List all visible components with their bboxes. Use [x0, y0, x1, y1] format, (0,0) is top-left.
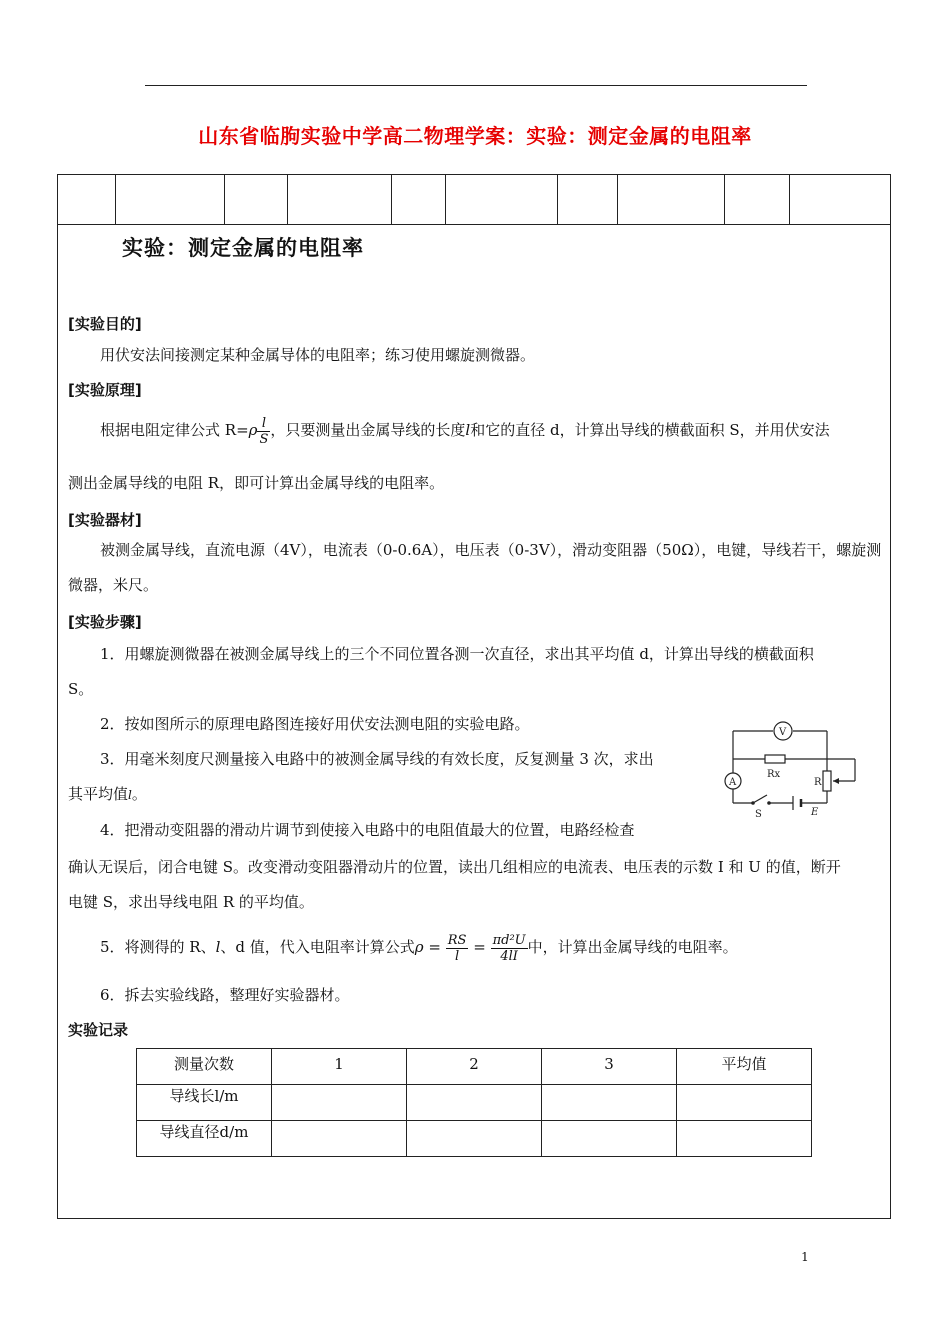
header-grid-divider — [557, 174, 558, 225]
rheostat-slider-icon — [833, 778, 839, 784]
rho-symbol: ρ — [248, 421, 258, 439]
step5-equals: = — [428, 938, 441, 956]
switch-label: S — [755, 809, 762, 820]
step1-line1: 1．用螺旋测微器在被测金属导线上的三个不同位置各测一次直径，求出其平均值 d，计算出导线的横截面积 — [100, 645, 814, 663]
table-row — [137, 1121, 812, 1157]
header-grid-divider — [617, 174, 618, 225]
resistor-rx-icon — [765, 755, 785, 763]
step3-length-symbol: l — [128, 788, 132, 802]
step5: 5．将测得的 R、l、d 值，代入电阻率计算公式ρ = $\frac{RS}{l}$ = $\frac{\text{πd²U}}{4lI}$ 中，计算出金属导线的电阻率。 — [100, 932, 738, 964]
steps-heading: [实验步骤] — [68, 613, 142, 631]
page-number: 1 — [801, 1250, 809, 1264]
step3-text-a: 其平均值 — [68, 785, 129, 803]
table-cell — [407, 1121, 542, 1157]
step5-fraction-1 — [446, 933, 469, 964]
fraction-numerator: πd²U — [492, 932, 526, 948]
header-grid-divider — [391, 174, 392, 225]
purpose-text: 用伏安法间接测定某种金属导体的电阻率；练习使用螺旋测微器。 — [100, 346, 536, 364]
step3-line1: 3．用毫米刻度尺测量接入电路中的被测金属导线的有效长度，反复测量 3 次，求出 — [100, 750, 654, 768]
header-grid — [57, 174, 891, 225]
step5-fraction-2 — [491, 933, 528, 964]
fraction-denominator: 4lI — [500, 948, 518, 964]
principle-line2: 测出金属导线的电阻 R，即可计算出金属导线的电阻率。 — [68, 474, 445, 492]
fraction-denominator: l — [455, 948, 460, 964]
equipment-line1: 被测金属导线，直流电源（4V），电流表（0-0.6A），电压表（0-3V），滑动变阻器（50Ω），电键，导线若干，螺旋测 — [100, 541, 882, 559]
step5-rho: ρ — [414, 938, 424, 956]
principle-text-a: 根据电阻定律公式 R= — [100, 421, 249, 439]
battery-label: E — [811, 807, 819, 818]
step3-line2 — [68, 778, 147, 812]
resistor-label: Rx — [767, 769, 781, 780]
table-row — [137, 1085, 812, 1121]
length-symbol: l — [465, 421, 471, 439]
row-label-length: 导线长l/m — [137, 1085, 272, 1121]
step5-text-c: 中，计算出金属导线的电阻率。 — [527, 938, 738, 956]
table-cell — [542, 1121, 677, 1157]
switch-contact-icon — [751, 801, 755, 805]
row-label-diameter: 导线直径d/m — [137, 1121, 272, 1157]
fraction-denominator: S — [259, 431, 269, 447]
step1-line2: S。 — [68, 680, 94, 698]
header-grid-divider — [287, 174, 288, 225]
fraction-numerator: RS — [447, 932, 467, 948]
document-title: 山东省临朐实验中学高二物理学案：实验：测定金属的电阻率 — [198, 124, 752, 148]
equipment-line2: 微器，米尺。 — [68, 576, 159, 594]
table-header-cell: 3 — [542, 1049, 677, 1085]
rheostat-label: R — [814, 777, 822, 788]
step5-length-symbol: l — [215, 938, 221, 956]
step5-text-a: 5．将测得的 R、 — [100, 938, 216, 956]
record-heading: 实验记录 — [68, 1021, 129, 1039]
header-grid-divider — [789, 174, 790, 225]
table-header-cell: 测量次数 — [137, 1049, 272, 1085]
rheostat-icon — [823, 771, 831, 791]
fraction-numerator: l — [257, 416, 270, 432]
header-grid-divider — [115, 174, 116, 225]
switch-contact-icon — [767, 801, 771, 805]
step3-text-b: 。 — [131, 785, 147, 803]
table-cell — [677, 1085, 812, 1121]
table-cell — [407, 1085, 542, 1121]
voltmeter-label: V — [779, 727, 787, 738]
switch-icon — [753, 795, 767, 803]
table-cell — [272, 1121, 407, 1157]
step6: 6．拆去实验线路，整理好实验器材。 — [100, 986, 350, 1004]
section-title: 实验：测定金属的电阻率 — [122, 236, 364, 260]
purpose-heading: [实验目的] — [68, 315, 142, 333]
table-cell — [677, 1121, 812, 1157]
principle-heading: [实验原理] — [68, 381, 142, 399]
ammeter-label: A — [729, 777, 737, 788]
table-cell — [542, 1085, 677, 1121]
resistance-fraction — [257, 416, 270, 447]
principle-text-c: 和它的直径 d，计算出导线的横截面积 S，并用伏安法 — [470, 421, 830, 439]
step5-text-b: 、d 值，代入电阻率计算公式 — [220, 938, 415, 956]
table-header-cell: 平均值 — [677, 1049, 812, 1085]
table-cell — [272, 1085, 407, 1121]
table-header-cell: 1 — [272, 1049, 407, 1085]
equipment-heading: [实验器材] — [68, 511, 142, 529]
step2: 2．按如图所示的原理电路图连接好用伏安法测电阻的实验电路。 — [100, 715, 530, 733]
header-grid-divider — [224, 174, 225, 225]
principle-line1 — [100, 414, 830, 447]
header-grid-divider — [724, 174, 725, 225]
table-header-cell: 2 — [407, 1049, 542, 1085]
header-rule — [145, 85, 807, 86]
step4-line1: 4．把滑动变阻器的滑动片调节到使接入电路中的电阻值最大的位置，电路经检查 — [100, 821, 635, 839]
step4-line2: 确认无误后，闭合电键 S。改变滑动变阻器滑动片的位置，读出几组相应的电流表、电压表的示数 I 和 U 的值，断开 — [68, 858, 841, 876]
circuit-diagram — [715, 715, 875, 820]
header-grid-divider — [445, 174, 446, 225]
record-table — [136, 1048, 812, 1157]
principle-text-b: ，只要测量出金属导线的长度 — [270, 421, 466, 439]
step4-line3: 电键 S，求出导线电阻 R 的平均值。 — [68, 893, 314, 911]
table-row — [137, 1049, 812, 1085]
